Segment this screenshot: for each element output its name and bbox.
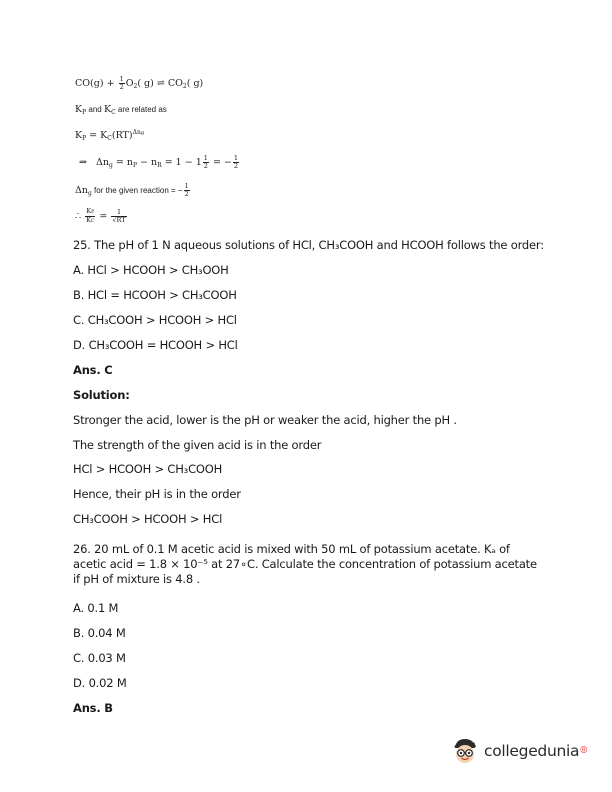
eq-part: CO(g) + [75,78,115,89]
ratio-equation: ∴ $\frac{KP}{KC}$ = $\frac{1}{√RT}$ [75,207,126,224]
fraction: $\frac{1}{2}$ [119,75,124,91]
q26-option-c: C. 0.03 M [73,651,126,665]
question-26: 26. 20 mL of 0.1 M acetic acid is mixed with 50 mL of potassium acetate. Kₐ of acetic acid = 1.8 × 10⁻⁵ at 27∘C. Calculate the concentration of potassium acetate if pH of mixture is 4.8 . [73,542,537,586]
q25-option-c: C. CH₃COOH > HCOOH > HCl [73,313,237,327]
q25-solution-line: Hence, their pH is in the order [73,487,241,501]
q26-option-a: A. 0.1 M [73,601,119,615]
reaction-equation: CO(g) + $\frac{1}{2}$ $O_2$( g) ⇌ $CO_2$( g) [75,75,204,91]
mascot-icon [450,736,480,766]
question-25: 25. The pH of 1 N aqueous solutions of HCl, CH₃COOH and HCOOH follows the order: [73,238,544,252]
q25-solution-line: The strength of the given acid is in the order [73,438,322,452]
q25-solution-line: HCl > HCOOH > CH₃COOH [73,462,223,476]
q25-option-d: D. CH₃COOH = HCOOH > HCl [73,338,238,352]
collegedunia-logo [450,736,588,766]
logo-wordmark: collegedunia [484,742,580,760]
q26-option-d: D. 0.02 M [73,676,127,690]
q25-option-a: A. HCl > HCOOH > CH₃OOH [73,263,229,277]
delta-n-equation: ⇒ $\Delta n_g = n_P - n_R = 1 - 1$ $\frac{1}{2}$ = − $\frac{1}{2}$ [79,154,239,170]
delta-n-given: $\Delta n_g$ for the given reaction = − $\frac{1}{2}$ [75,182,189,198]
q26-option-b: B. 0.04 M [73,626,126,640]
q25-option-b: B. HCl = HCOOH > CH₃COOH [73,288,237,302]
q26-answer: Ans. B [73,701,113,715]
registered-mark: ® [579,746,589,756]
kp-kc-intro: $K_P$ and $K_C$ are related as [75,104,167,116]
kp-relation: $K_P = K_C(RT)^{\Delta ng}$ [75,129,145,142]
q25-solution-line: Stronger the acid, lower is the pH or weaker the acid, higher the pH . [73,413,457,427]
q25-solution-label: Solution: [73,388,130,402]
q25-solution-line: CH₃COOH > HCOOH > HCl [73,512,223,526]
q25-answer: Ans. C [73,363,113,377]
